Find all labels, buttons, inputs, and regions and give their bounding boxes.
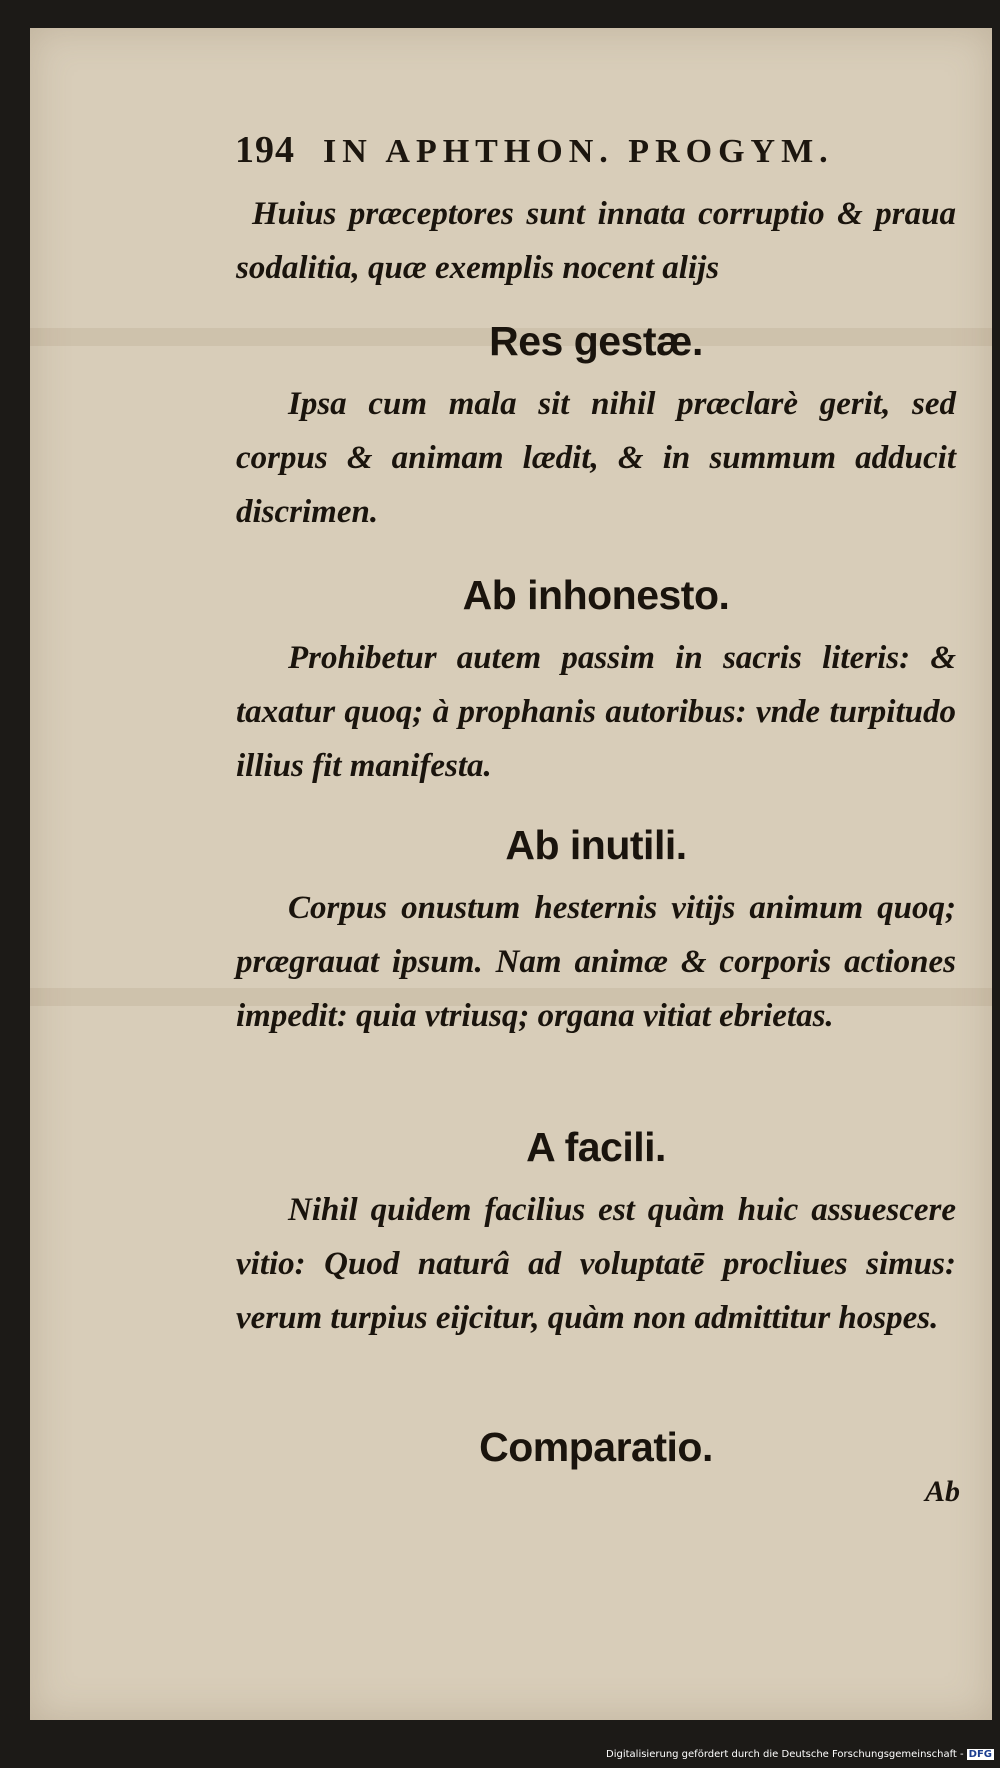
section-continuation	[236, 187, 956, 295]
section-ab-inhonesto	[236, 572, 956, 793]
section-comparatio	[236, 1424, 956, 1471]
section-heading: Ab inhonesto.	[462, 572, 730, 618]
paragraph: Nihil quidem facilius est quàm huic assuescere vitio: Quod naturâ ad voluptatē procliues simus: verum turpius eijcitur, quàm non admittitur hospes.	[236, 1192, 956, 1336]
running-head	[235, 128, 935, 172]
running-title: IN APHTHON. PROGYM.	[323, 133, 834, 170]
section-heading: Ab inutili.	[505, 822, 687, 868]
section-a-facili	[236, 1124, 956, 1345]
paragraph: Prohibetur autem passim in sacris literis: & taxatur quoq; à prophanis autoribus: vnde turpitudo illius fit manifesta.	[236, 640, 956, 784]
paragraph: Ipsa cum mala sit nihil præclarè gerit, sed corpus & animam lædit, & in summum adducit discrimen.	[236, 386, 956, 530]
digitization-credit	[606, 1749, 994, 1760]
section-res-gestae	[236, 318, 956, 539]
page-number: 194	[235, 129, 295, 171]
section-ab-inutili	[236, 822, 956, 1043]
credit-text: Digitalisierung gefördert durch die Deutsche Forschungsgemeinschaft -	[606, 1749, 964, 1760]
dfg-logo: DFG	[968, 1749, 992, 1760]
catchword: Ab	[924, 1475, 960, 1508]
paragraph: Huius præceptores sunt innata corruptio & praua sodalitia, quæ exemplis nocent alijs	[236, 196, 956, 286]
section-heading: Comparatio.	[479, 1424, 713, 1470]
paragraph: Corpus onustum hesternis vitijs animum quoq; prægrauat ipsum. Nam animæ & corporis actiones impedit: quia vtriusq; organa vitiat ebrietas.	[236, 890, 956, 1034]
section-heading: Res gestæ.	[489, 318, 703, 364]
section-heading: A facili.	[526, 1124, 666, 1170]
